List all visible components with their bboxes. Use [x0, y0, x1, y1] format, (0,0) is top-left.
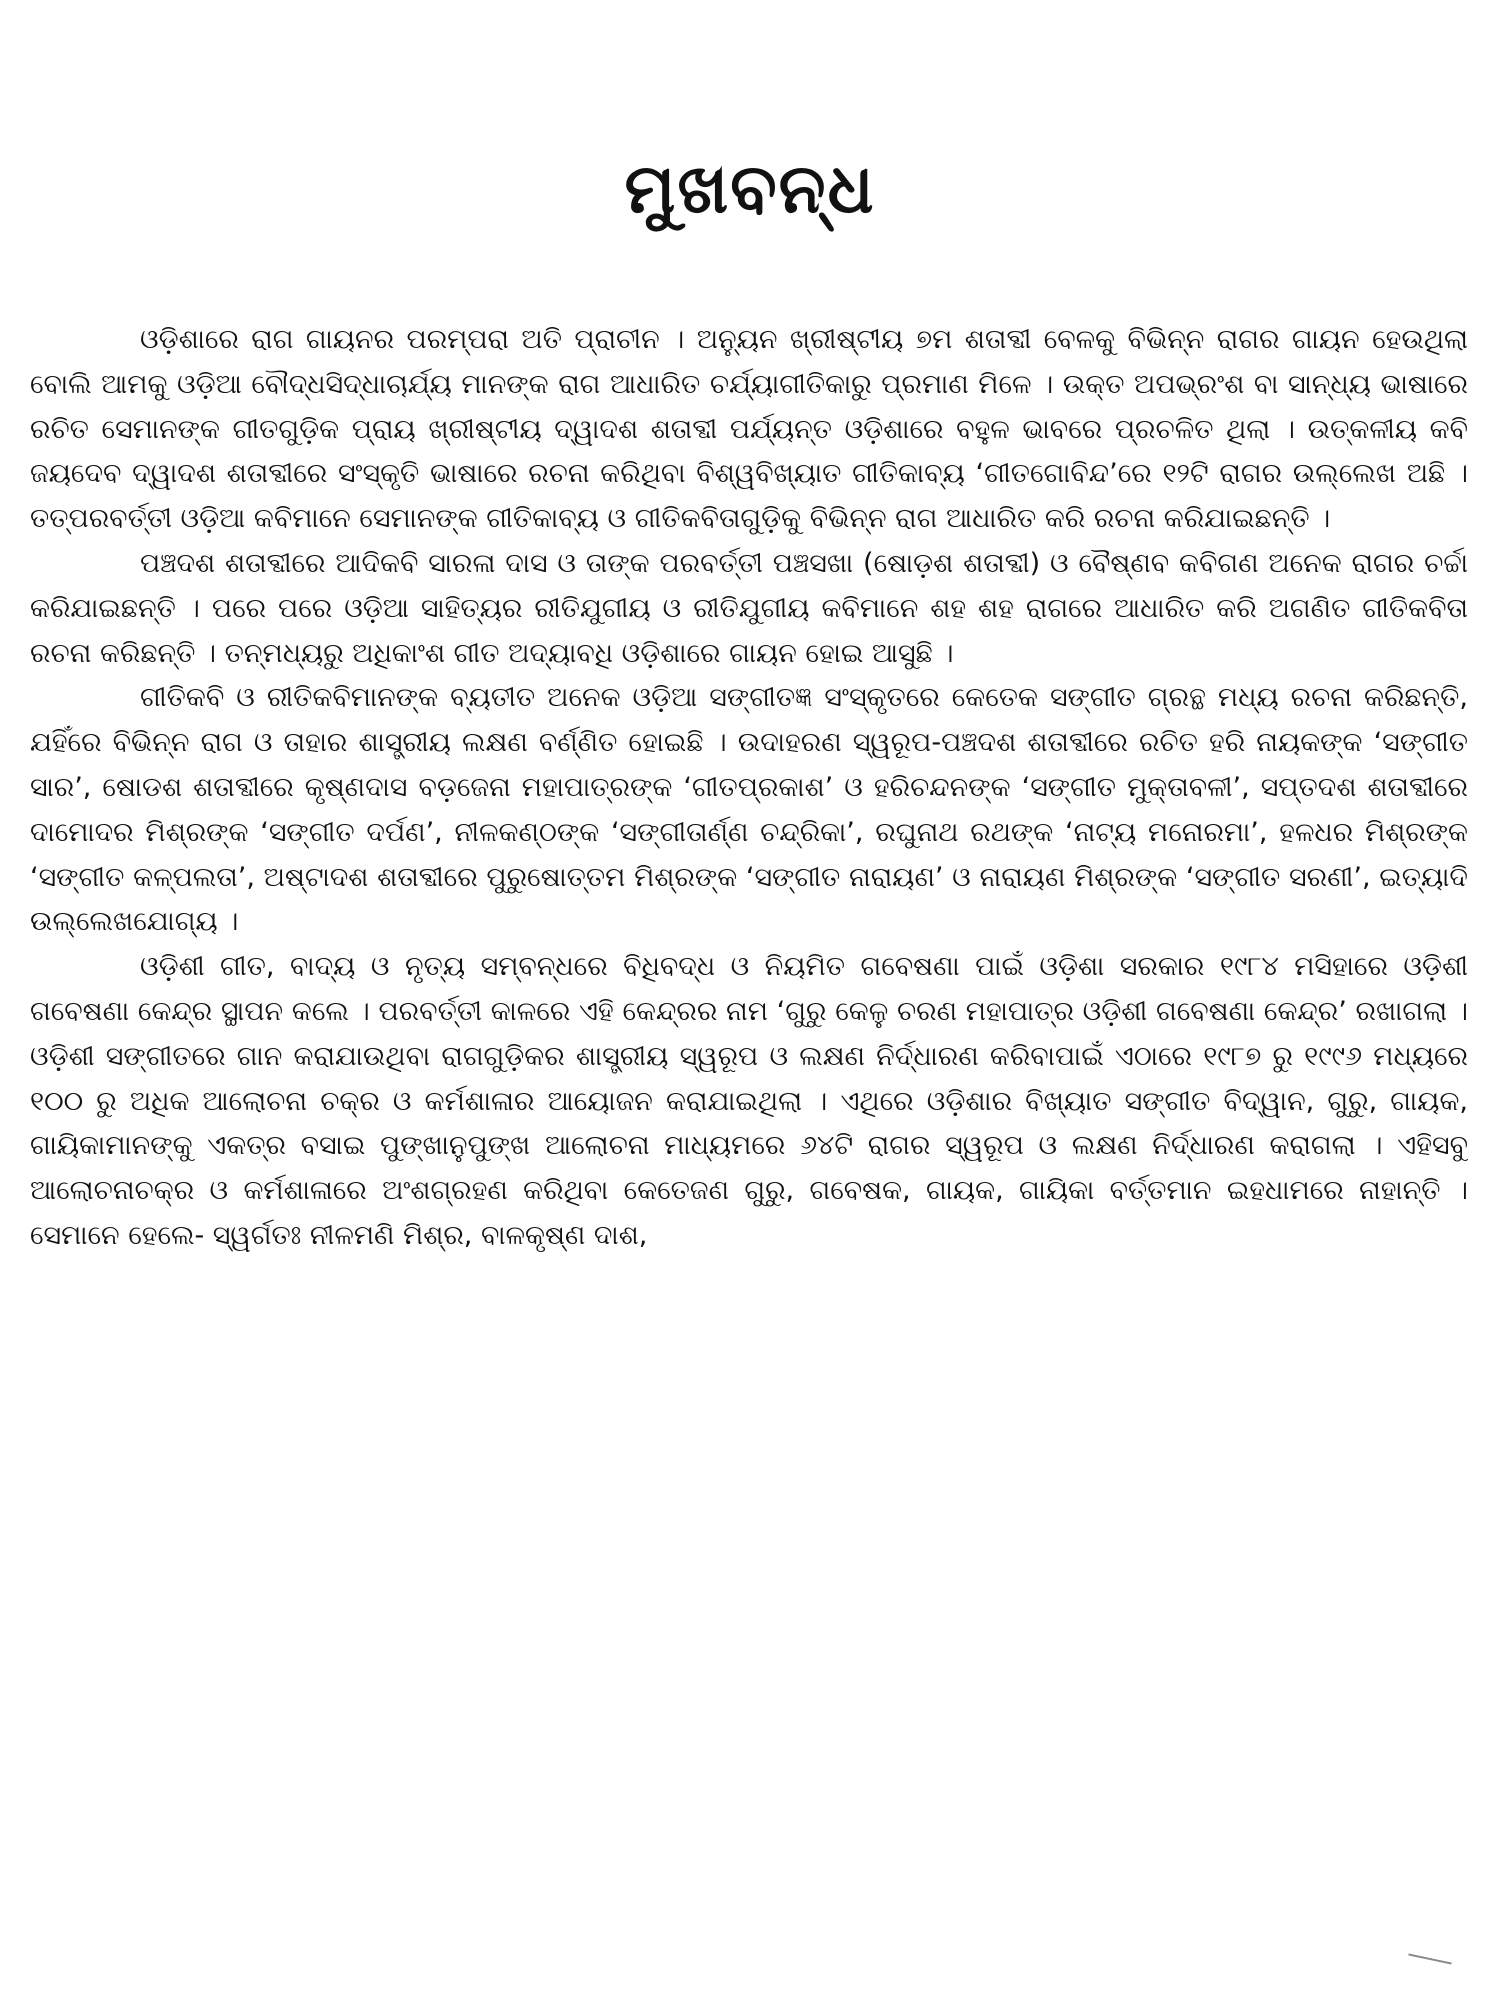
paragraph-4: ଓଡ଼ିଶୀ ଗୀତ, ବାଦ୍ୟ ଓ ନୃତ୍ୟ ସମ୍ବନ୍ଧରେ ବିଧିବଦ୍ଧ ଓ ନିୟମିତ ଗବେଷଣା ପାଇଁ ଓଡ଼ିଶା ସରକାର ୧୯୮୪ ମସିହାରେ ଓଡ଼ିଶୀ ଗବେଷଣା କେନ୍ଦ୍ର ସ୍ଥାପନ କଲେ । ପରବର୍ତ୍ତୀ କାଳରେ ଏହି କେନ୍ଦ୍ରର ନାମ ‘ଗୁରୁ କେଳୁ ଚରଣ ମହାପାତ୍ର ଓଡ଼ିଶୀ ଗବେଷଣା କେନ୍ଦ୍ର’ ରଖାଗଲା । ଓଡ଼ିଶୀ ସଙ୍ଗୀତରେ ଗାନ କରାଯାଉଥିବା ରାଗଗୁଡ଼ିକର ଶାସ୍ତ୍ରୀୟ ସ୍ୱରୂପ ଓ ଲକ୍ଷଣ ନିର୍ଦ୍ଧାରଣ କରିବାପାଇଁ ଏଠାରେ ୧୯୮୭ ରୁ ୧୯୯୬ ମଧ୍ୟରେ ୧୦୦ ରୁ ଅଧିକ ଆଲୋଚନା ଚକ୍ର ଓ କର୍ମଶାଳାର ଆୟୋଜନ କରାଯାଇଥିଲା । ଏଥିରେ ଓଡ଼ିଶାର ବିଖ୍ୟାତ ସଙ୍ଗୀତ ବିଦ୍ୱାନ, ଗୁରୁ, ଗାୟକ, ଗାୟିକାମାନଙ୍କୁ ଏକତ୍ର ବସାଇ ପୁଙ୍ଖାନୁପୁଙ୍ଖ ଆଲୋଚନା ମାଧ୍ୟମରେ ୬୪ଟି ରାଗର ସ୍ୱରୂପ ଓ ଲକ୍ଷଣ ନିର୍ଦ୍ଧାରଣ କରାଗଲା । ଏହିସବୁ ଆଲୋଚନାଚକ୍ର ଓ କର୍ମଶାଳାରେ ଅଂଶଗ୍ରହଣ କରିଥିବା କେତେଜଣ ଗୁରୁ, ଗବେଷକ, ଗାୟକ, ଗାୟିକା ବର୍ତ୍ତମାନ ଇହଧାମରେ ନାହାନ୍ତି । ସେମାନେ ହେଲେ- ସ୍ୱର୍ଗତଃ ନୀଳମଣି ମିଶ୍ର, ବାଳକୃଷ୍ଣ ଦାଶ, — [30, 951, 1468, 1251]
page-title: ମୁଖବନ୍ଧ — [624, 150, 876, 229]
paragraph-2: ପଞ୍ଚଦଶ ଶତାବ୍ଦୀରେ ଆଦିକବି ସାରଳା ଦାସ ଓ ତାଙ୍କ ପରବର୍ତ୍ତୀ ପଞ୍ଚସଖା (ଷୋଡ଼ଶ ଶତାବ୍ଦୀ) ଓ ବୈଷ୍ଣବ କବିଗଣ ଅନେକ ରାଗର ଚର୍ଚ୍ଚା କରିଯାଇଛନ୍ତି । ପରେ ପରେ ଓଡ଼ିଆ ସାହିତ୍ୟର ରୀତିଯୁଗୀୟ ଓ ରୀତିଯୁଗୀୟ କବିମାନେ ଶହ ଶହ ରାଗରେ ଆଧାରିତ କରି ଅଗଣିତ ଗୀତିକବିତା ରଚନା କରିଛନ୍ତି । ତନ୍ମଧ୍ୟରୁ ଅଧିକାଂଶ ଗୀତ ଅଦ୍ୟାବଧି ଓଡ଼ିଶାରେ ଗାୟନ ହୋଇ ଆସୁଛି । — [30, 547, 1468, 669]
body-text — [30, 318, 1468, 1259]
paragraph-3: ଗୀତିକବି ଓ ରୀତିକବିମାନଙ୍କ ବ୍ୟତୀତ ଅନେକ ଓଡ଼ିଆ ସଙ୍ଗୀତଜ୍ଞ ସଂସ୍କୃତରେ କେତେକ ସଙ୍ଗୀତ ଗ୍ରନ୍ଥ ମଧ୍ୟ ରଚନା କରିଛନ୍ତି, ଯହିଁରେ ବିଭିନ୍ନ ରାଗ ଓ ତାହାର ଶାସ୍ତ୍ରୀୟ ଲକ୍ଷଣ ବର୍ଣ୍ଣିତ ହୋଇଛି । ଉଦାହରଣ ସ୍ୱରୂପ-ପଞ୍ଚଦଶ ଶତାବ୍ଦୀରେ ରଚିତ ହରି ନାୟକଙ୍କ ‘ସଙ୍ଗୀତ ସାର’, ଷୋଡଶ ଶତାବ୍ଦୀରେ କୃଷ୍ଣଦାସ ବଡ଼ଜେନା ମହାପାତ୍ରଙ୍କ ‘ଗୀତପ୍ରକାଶ’ ଓ ହରିଚନ୍ଦନଙ୍କ ‘ସଙ୍ଗୀତ ମୁକ୍ତାବଳୀ’, ସପ୍ତଦଶ ଶତାବ୍ଦୀରେ ଦାମୋଦର ମିଶ୍ରଙ୍କ ‘ସଙ୍ଗୀତ ଦର୍ପଣ’, ନୀଳକଣ୍ଠଙ୍କ ‘ସଙ୍ଗୀତାର୍ଣ୍ଣ ଚନ୍ଦ୍ରିକା’, ରଘୁନାଥ ରଥଙ୍କ ‘ନାଟ୍ୟ ମନୋରମା’, ହଳଧର ମିଶ୍ରଙ୍କ ‘ସଙ୍ଗୀତ କଳ୍ପଲତା’, ଅଷ୍ଟାଦଶ ଶତାବ୍ଦୀରେ ପୁରୁଷୋତ୍ତମ ମିଶ୍ରଙ୍କ ‘ସଙ୍ଗୀତ ନାରାୟଣ’ ଓ ନାରାୟଣ ମିଶ୍ରଙ୍କ ‘ସଙ୍ଗୀତ ସରଣୀ’, ଇତ୍ୟାଦି ଉଲ୍ଲେଖଯୋଗ୍ୟ । — [30, 682, 1468, 938]
paragraph-1: ଓଡ଼ିଶାରେ ରାଗ ଗାୟନର ପରମ୍ପରା ଅତି ପ୍ରାଚୀନ । ଅନ୍ୟୁନ ଖ୍ରୀଷ୍ଟୀୟ ୭ମ ଶତାବ୍ଦୀ ବେଳକୁ ବିଭିନ୍ନ ରାଗର ଗାୟନ ହେଉଥିଲା ବୋଲି ଆମକୁ ଓଡ଼ିଆ ବୌଦ୍ଧସିଦ୍ଧାଚାର୍ଯ୍ୟ ମାନଙ୍କ ରାଗ ଆଧାରିତ ଚର୍ଯ୍ୟାଗୀତିକାରୁ ପ୍ରମାଣ ମିଳେ । ଉକ୍ତ ଅପଭ୍ରଂଶ ବା ସାନ୍ଧ୍ୟ ଭାଷାରେ ରଚିତ ସେମାନଙ୍କ ଗୀତଗୁଡ଼ିକ ପ୍ରାୟ ଖ୍ରୀଷ୍ଟୀୟ ଦ୍ୱାଦଶ ଶତାବ୍ଦୀ ପର୍ଯ୍ୟନ୍ତ ଓଡ଼ିଶାରେ ବହୁଳ ଭାବରେ ପ୍ରଚଳିତ ଥିଲା । ଉତ୍କଳୀୟ କବି ଜୟଦେବ ଦ୍ୱାଦଶ ଶତାବ୍ଦୀରେ ସଂସ୍କୃତି ଭାଷାରେ ରଚନା କରିଥିବା ବିଶ୍ୱବିଖ୍ୟାତ ଗୀତିକାବ୍ୟ ‘ଗୀତଗୋବିନ୍ଦ’ରେ ୧୨ଟି ରାଗର ଉଲ୍ଲେଖ ଅଛି । ତତ୍‌ପରବର୍ତ୍ତୀ ଓଡ଼ିଆ କବିମାନେ ସେମାନଙ୍କ ଗୀତିକାବ୍ୟ ଓ ଗୀତିକବିତାଗୁଡ଼ିକୁ ବିଭିନ୍ନ ରାଗ ଆଧାରିତ କରି ରଚନା କରିଯାଇଛନ୍ତି । — [30, 324, 1468, 535]
scan-mark — [1408, 1953, 1451, 1964]
